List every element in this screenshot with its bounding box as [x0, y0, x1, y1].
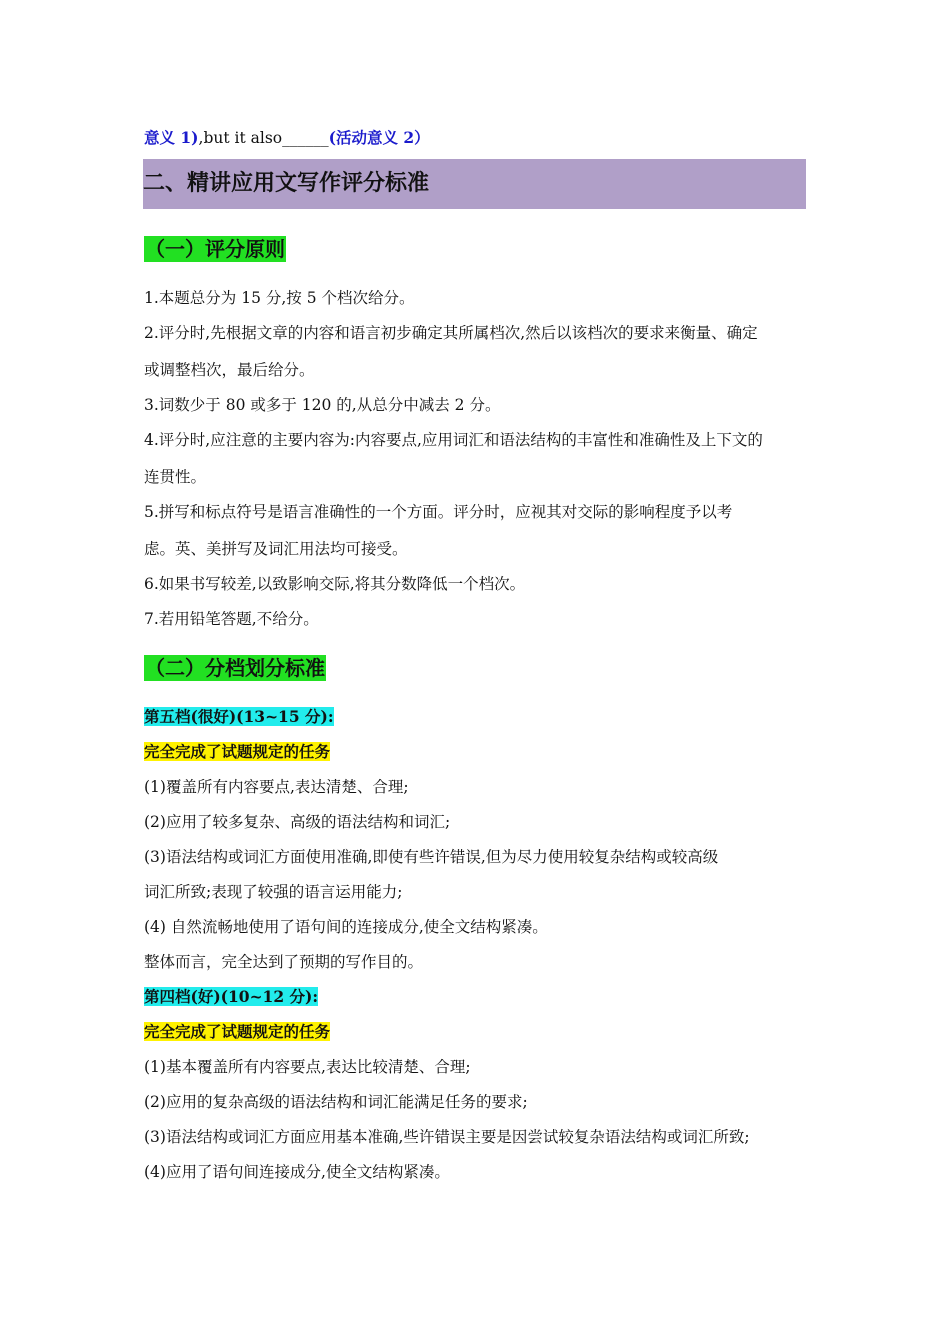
tier4-criterion: (1)基本覆盖所有内容要点,表达比较清楚、合理;	[144, 1058, 471, 1076]
principle-line: 5.拼写和标点符号是语言准确性的一个方面。评分时，应视其对交际的影响程度予以考	[144, 503, 733, 521]
section-title: 二、精讲应用文写作评分标准	[143, 171, 430, 196]
principle-line: 7.若用铅笔答题,不给分。	[144, 610, 319, 628]
tier5-criterion: (2)应用了较多复杂、高级的语法结构和词汇;	[144, 813, 451, 831]
grades-heading: （二）分档划分标准	[145, 656, 325, 680]
tier4-criterion: (3)语法结构或词汇方面应用基本准确,些许错误主要是因尝试较复杂语法结构或词汇所致;	[144, 1128, 750, 1146]
principle-line: 3.词数少于 80 或多于 120 的,从总分中减去 2 分。	[144, 396, 501, 414]
tier4-criterion: (2)应用的复杂高级的语法结构和词汇能满足任务的要求;	[144, 1093, 528, 1111]
tier5-summary: 整体而言，完全达到了预期的写作目的。	[144, 953, 424, 971]
principle-line: 2.评分时,先根据文章的内容和语言初步确定其所属档次,然后以该档次的要求来衡量、确定	[144, 324, 758, 342]
tier4-criterion: (4)应用了语句间连接成分,使全文结构紧凑。	[144, 1163, 450, 1181]
activity-meaning-2: (活动意义 2）	[328, 128, 430, 147]
tier5-criterion: 词汇所致;表现了较强的语言运用能力;	[144, 883, 403, 901]
tier5-title: 第五档(很好)(13~15 分):	[144, 707, 334, 726]
tier4-task: 完全完成了试题规定的任务	[144, 1022, 331, 1041]
tier4-title: 第四档(好)(10~12 分):	[144, 987, 319, 1006]
tier5-task: 完全完成了试题规定的任务	[144, 742, 331, 761]
tier4-task-line	[144, 1022, 330, 1042]
section-banner	[143, 159, 806, 209]
principle-line: 虑。英、美拼写及词汇用法均可接受。	[144, 540, 408, 558]
principle-line: 连贯性。	[144, 468, 207, 486]
principle-line: 6.如果书写较差,以致影响交际,将其分数降低一个档次。	[144, 575, 526, 593]
continuation-line	[144, 128, 430, 148]
tier5-title-line	[144, 707, 334, 727]
tier4-title-line	[144, 987, 318, 1007]
tier5-criterion: (4) 自然流畅地使用了语句间的连接成分,使全文结构紧凑。	[144, 918, 548, 936]
principle-line: 4.评分时,应注意的主要内容为:内容要点,应用词汇和语法结构的丰富性和准确性及上下文的	[144, 431, 763, 449]
tier5-task-line	[144, 742, 330, 762]
principle-line: 或调整档次，最后给分。	[144, 361, 315, 379]
tier5-criterion: (1)覆盖所有内容要点,表达清楚、合理;	[144, 778, 409, 796]
principle-line: 1.本题总分为 15 分,按 5 个档次给分。	[144, 289, 415, 307]
but-it-also-blank: ,but it also______	[198, 129, 329, 147]
principles-heading: （一）评分原则	[145, 237, 285, 261]
activity-meaning-1: 意义 1)	[144, 128, 199, 147]
tier5-criterion: (3)语法结构或词汇方面使用准确,即使有些许错误,但为尽力使用较复杂结构或较高级	[144, 848, 719, 866]
